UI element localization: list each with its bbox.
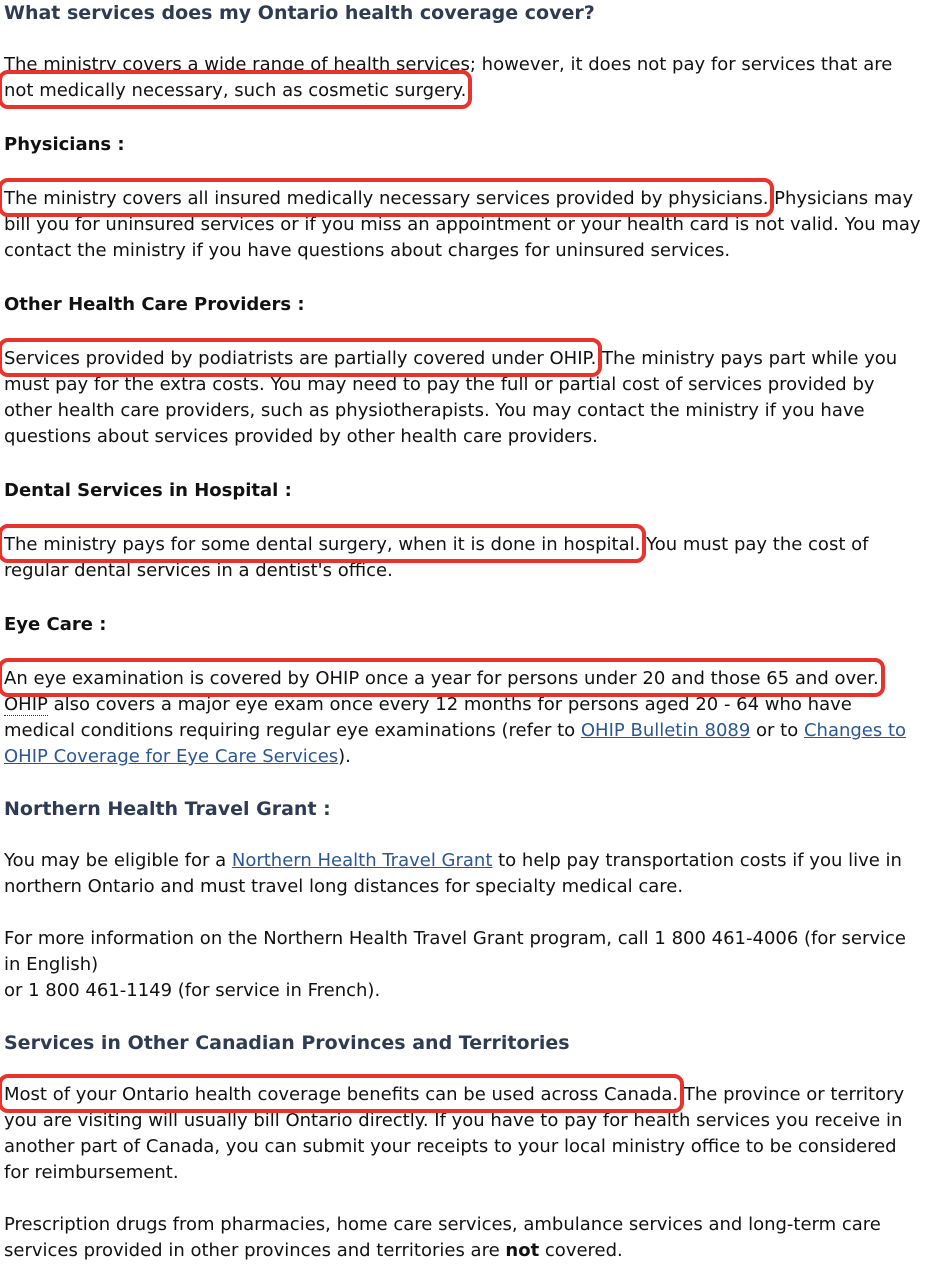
eye-care-text-2: or to [750, 720, 804, 741]
northern-paragraph-1 [4, 848, 924, 900]
highlight-intro: not medically necessary, such as cosmetic surgery. [4, 80, 467, 101]
physicians-paragraph [4, 186, 924, 264]
heading-physicians: Physicians : [4, 134, 125, 155]
link-eye-care-changes[interactable]: Changes to OHIP Coverage for Eye Care Services [4, 720, 907, 767]
eye-care-paragraph [4, 692, 924, 770]
intro-text: The ministry covers a wide range of health services; however, it does not pay for services that are [4, 54, 893, 75]
ohip-abbr: OHIP [4, 694, 48, 715]
heading-dental: Dental Services in Hospital : [4, 480, 292, 501]
dental-text: You must pay the cost of regular dental services in a dentist's office. [4, 534, 869, 581]
physicians-text: Physicians may bill you for uninsured services or if you miss an appointment or your health card is not valid. You may contact the ministry if you have questions about charges for uninsured services. [4, 188, 921, 261]
northern-text-2: to help pay transportation costs if you live in northern Ontario and must travel long distances for specialty medical care. [4, 850, 902, 897]
highlight-physicians: The ministry covers all insured medically necessary services provided by physicians. [4, 188, 769, 209]
eye-care-text-1: also covers a major eye exam once every 12 months for persons aged 20 - 64 who have medical conditions requiring regular eye examinations (refer to [4, 694, 852, 741]
link-northern-grant[interactable]: Northern Health Travel Grant [231, 850, 493, 871]
highlight-dental: The ministry pays for some dental surgery, when it is done in hospital. [4, 534, 641, 555]
prescription-text-1: Prescription drugs from pharmacies, home care services, ambulance services and long-term care services provided in other provinces and territories are [4, 1214, 881, 1261]
other-providers-text: The ministry pays part while you must pay for the extra costs. You may need to pay the full or partial cost of services provided by other health care providers, such as physiotherapists. You may contact the ministry if you have questions about services provided by other health care providers. [4, 348, 898, 447]
other-providers-paragraph [4, 346, 924, 450]
eye-care-text-3: ). [338, 746, 351, 767]
heading-other-provinces: Services in Other Canadian Provinces and Territories [4, 1032, 570, 1054]
heading-northern: Northern Health Travel Grant : [4, 798, 331, 820]
prescription-text-2: covered. [539, 1240, 623, 1261]
other-provinces-text: The province or territory you are visiting will usually bill Ontario directly. If you have to pay for health services you receive in another part of Canada, you can submit your receipts to your local ministry office to be considered for reimbursement. [4, 1084, 905, 1183]
prescription-not: not [505, 1240, 540, 1261]
northern-text-1: You may be eligible for a [4, 850, 232, 871]
eye-care-highlight-line [4, 666, 924, 692]
intro-paragraph [4, 52, 924, 104]
highlight-eye-exam: An eye examination is covered by OHIP once a year for persons under 20 and those 65 and over. [4, 668, 879, 689]
highlight-across-canada: Most of your Ontario health coverage benefits can be used across Canada. [4, 1084, 679, 1105]
other-provinces-paragraph-2 [4, 1212, 924, 1264]
dental-paragraph [4, 532, 924, 584]
heading-eye-care: Eye Care : [4, 614, 107, 635]
other-provinces-paragraph-1 [4, 1082, 924, 1186]
northern-paragraph-2-line-2: or 1 800 461-1149 (for service in French). [4, 980, 381, 1001]
highlight-podiatrists: Services provided by podiatrists are partially covered under OHIP. [4, 348, 597, 369]
link-ohip-bulletin[interactable]: OHIP Bulletin 8089 [580, 720, 751, 741]
heading-other-providers: Other Health Care Providers : [4, 294, 305, 315]
northern-paragraph-2-line-1: For more information on the Northern Health Travel Grant program, call 1 800 461-4006 (for service in English) [4, 928, 906, 975]
article [4, 0, 924, 1264]
page-title: What services does my Ontario health coverage cover? [4, 2, 595, 24]
